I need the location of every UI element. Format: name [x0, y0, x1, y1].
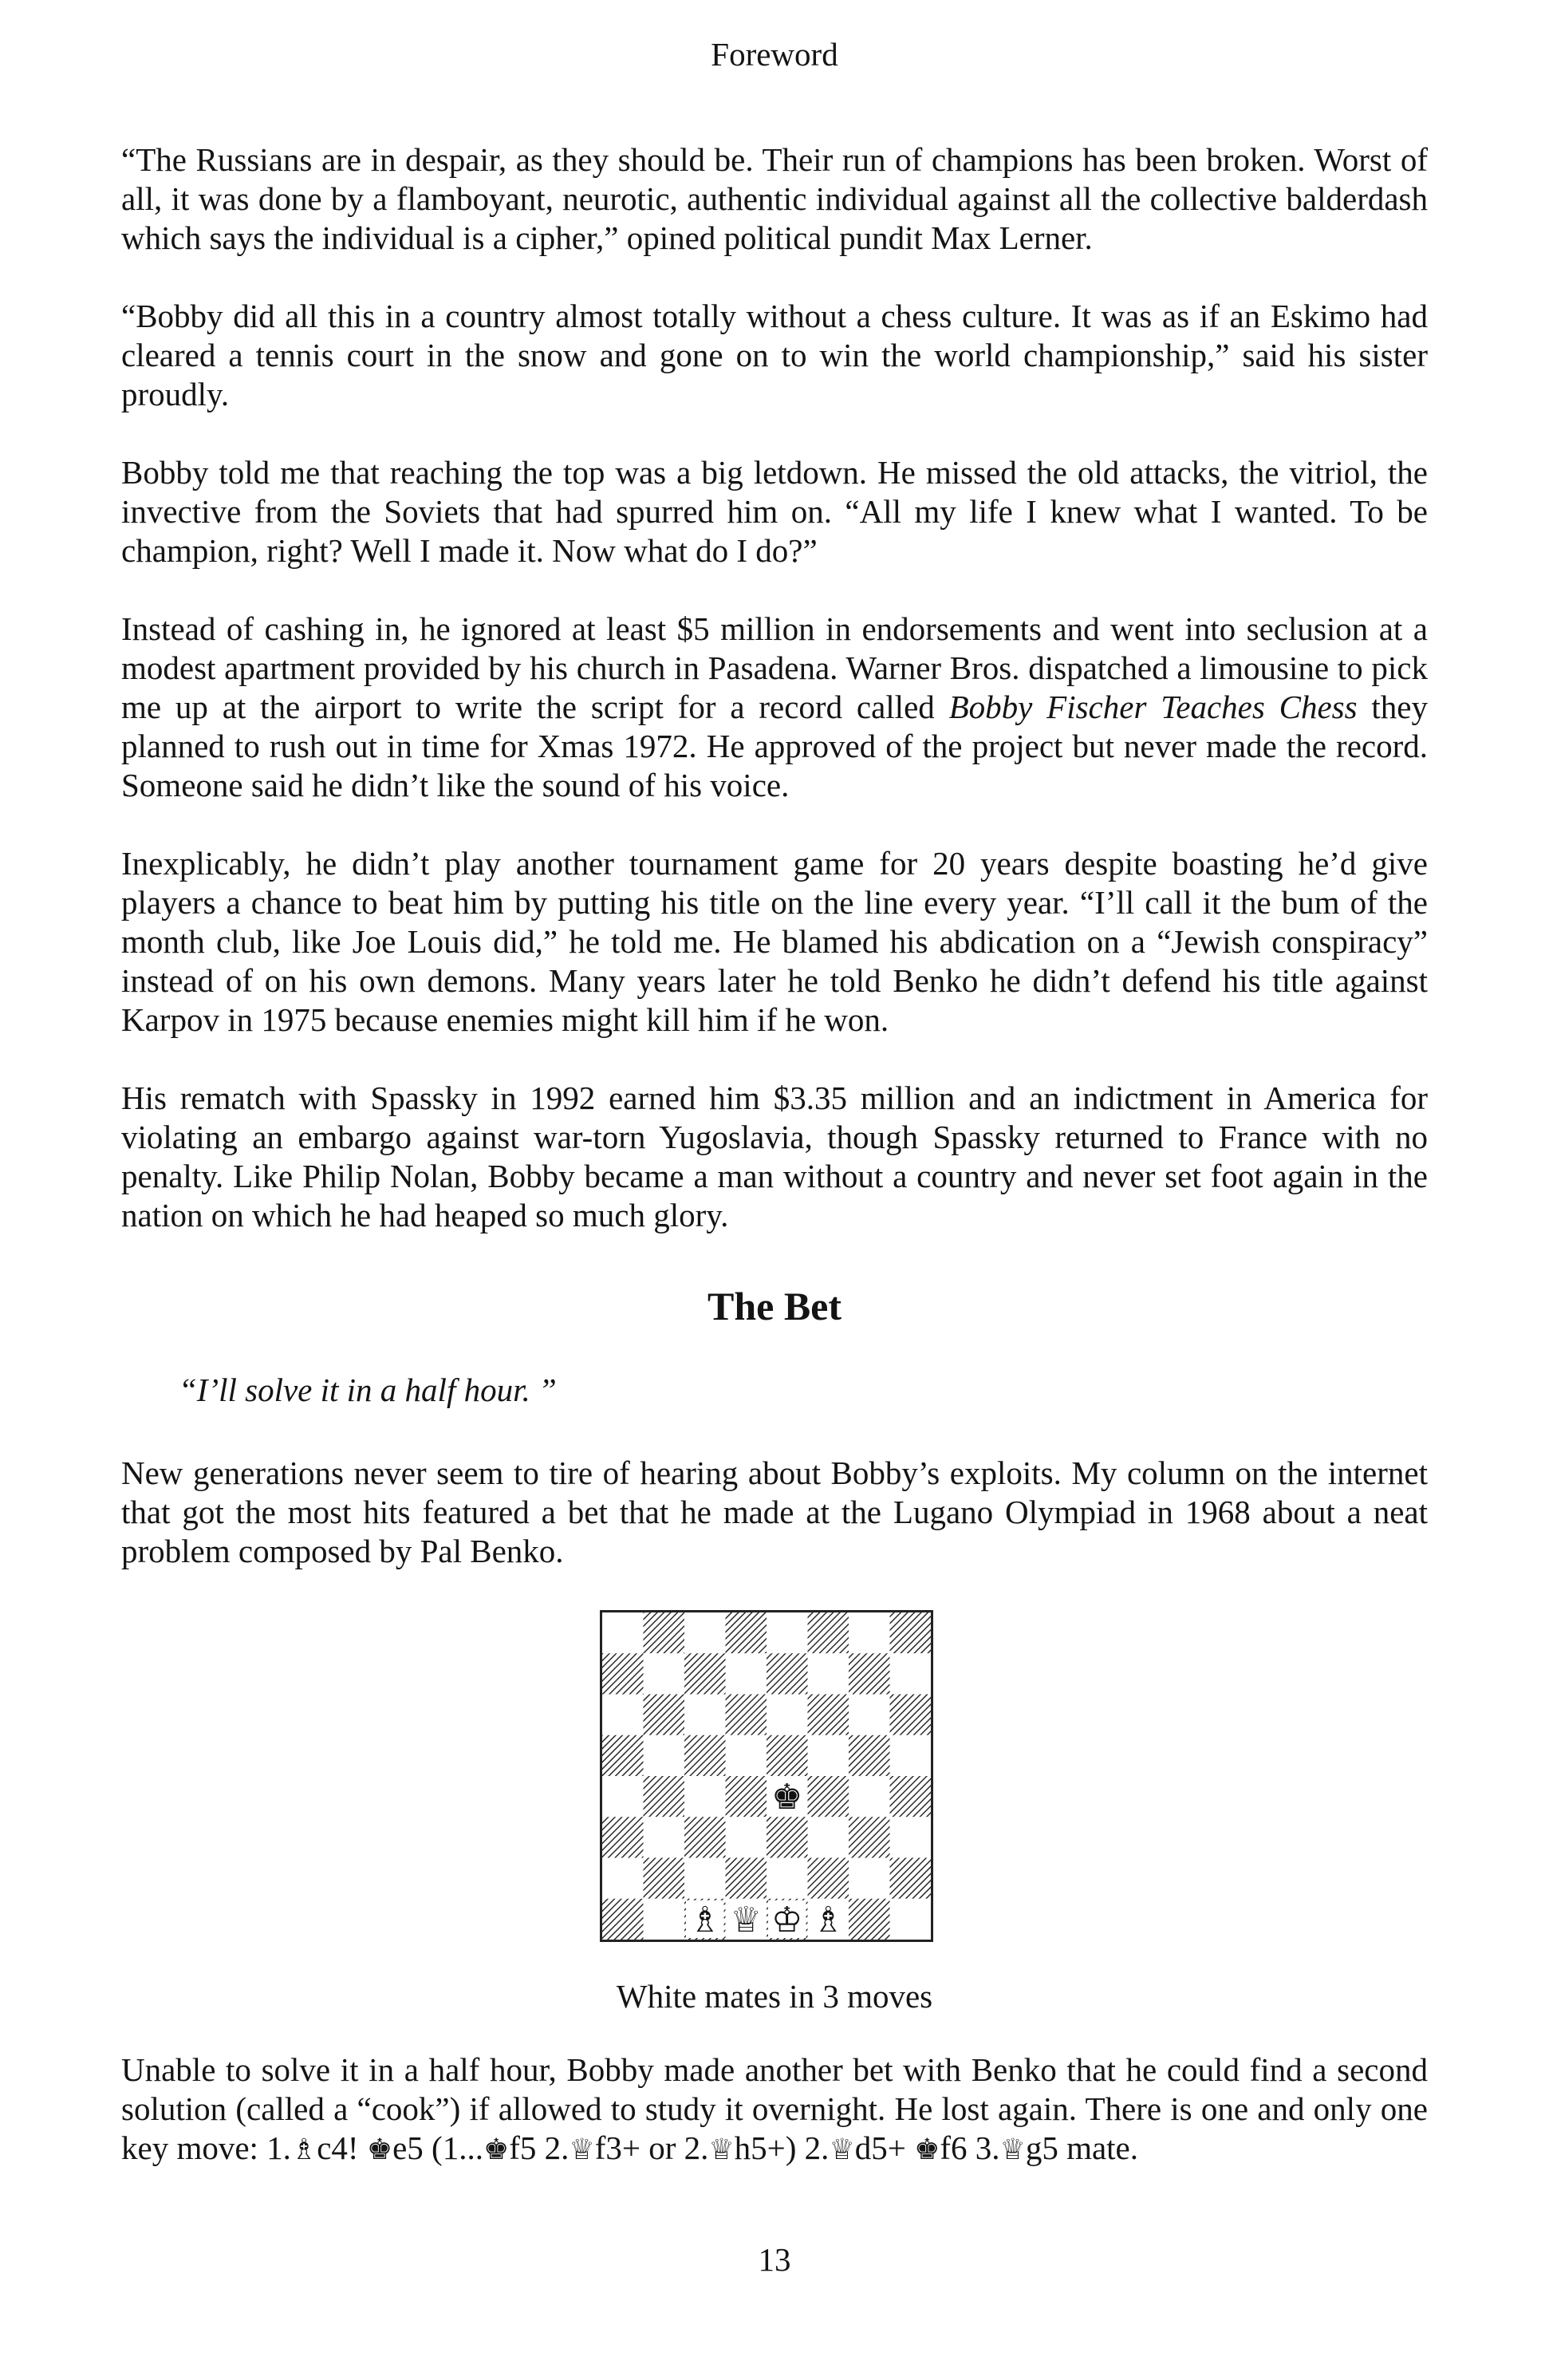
light-square — [849, 1858, 890, 1899]
light-square — [767, 1612, 808, 1653]
section-title: The Bet — [707, 1284, 842, 1328]
dark-square — [726, 1612, 767, 1653]
light-square — [644, 1817, 685, 1857]
dark-square — [890, 1776, 932, 1817]
light-square — [849, 1776, 890, 1817]
paragraph: Bobby told me that reaching the top was a big letdown. He missed the old attacks, the vitriol, the invective from the Soviets that had spurred him on. “All my life I knew what I wanted. To be champion, right? Well I made it. Now what do I do?” — [121, 454, 1428, 569]
solution-text: Unable to solve it in a half hour, Bobby made another bet with Benko that he could find a second solution (called a “cook”) if allowed to study it overnight. He lost again. There is one and only one key move: 1. — [121, 2051, 1428, 2166]
chess-diagram — [600, 1610, 933, 1942]
dark-square — [602, 1899, 644, 1940]
light-square — [684, 1695, 726, 1735]
body-text-upper — [121, 140, 1428, 1235]
dark-square — [767, 1817, 808, 1857]
paragraph-text: they planned to rush out in time for Xmas 1972. He approved of the project but never made the record. Someone said he didn’t like the sound of his voice. — [121, 689, 1428, 803]
solution-text: g5 mate. — [1025, 2129, 1138, 2166]
dark-square — [808, 1695, 849, 1735]
light-square — [808, 1653, 849, 1694]
paragraph: His rematch with Spassky in 1992 earned him $3.35 million and an indictment in America for violating an embargo against war-torn Yugoslavia, though Spassky returned to France with no penalty. Like Philip Nolan, Bobby became a man without a country and never set foot again in the nation on which he had heaped so much glory. — [121, 1079, 1428, 1233]
white-king-icon: ♔ — [771, 1899, 803, 1940]
light-square — [890, 1735, 932, 1776]
light-square — [726, 1817, 767, 1857]
dark-square — [849, 1653, 890, 1694]
dark-square — [808, 1858, 849, 1899]
black-king-icon: ♚ — [771, 1777, 803, 1818]
solution-text: h5+) 2. — [734, 2129, 830, 2166]
light-square — [726, 1735, 767, 1776]
bishop-figurine-icon: ♗ — [290, 2133, 317, 2166]
white-queen-icon: ♕ — [730, 1899, 762, 1940]
king-figurine-icon: ♚ — [483, 2133, 510, 2166]
king-figurine-icon: ♚ — [914, 2133, 940, 2166]
page-number: 13 — [758, 2241, 791, 2278]
paragraph: Inexplicably, he didn’t play another tournament game for 20 years despite boasting he’d give players a chance to beat him by putting his title on the line every year. “I’ll call it the bum of the month club, like Joe Louis did,” he told me. He blamed his abdication on a “Jewish conspiracy” instead of on his own demons. Many years later he told Benko he didn’t defend his title against Karpov in 1975 because enemies might kill him if he won. — [121, 845, 1428, 1038]
white-bishop-icon: ♗ — [689, 1899, 721, 1940]
dark-square — [890, 1695, 932, 1735]
light-square — [644, 1899, 685, 1940]
light-square — [684, 1858, 726, 1899]
light-square — [602, 1776, 644, 1817]
solution-text: f3+ or 2. — [594, 2129, 709, 2166]
queen-figurine-icon: ♕ — [999, 2133, 1026, 2166]
dark-square — [684, 1735, 726, 1776]
light-square — [890, 1653, 932, 1694]
dark-square — [726, 1695, 767, 1735]
solution-text: f6 3. — [940, 2129, 1000, 2166]
dark-square — [890, 1612, 932, 1653]
solution-paragraph — [121, 2050, 1428, 2169]
dark-square — [849, 1735, 890, 1776]
dark-square — [808, 1612, 849, 1653]
dark-square — [890, 1858, 932, 1899]
light-square — [684, 1776, 726, 1817]
light-square — [602, 1695, 644, 1735]
paragraph-text: Instead of cashing in, he ignored at least $5 million in endorsements and went into seclusion at a modest apartment provided by his church in Pasadena. Warner Bros. dispatched a limousine to pick me up at the airport to write the script for a record called — [121, 610, 1428, 725]
dark-square — [602, 1653, 644, 1694]
solution-text: f5 2. — [509, 2129, 570, 2166]
king-figurine-icon: ♚ — [366, 2133, 393, 2166]
paragraph — [121, 610, 1428, 805]
light-square — [644, 1735, 685, 1776]
light-square — [808, 1817, 849, 1857]
queen-figurine-icon: ♕ — [829, 2133, 855, 2166]
dark-square — [767, 1653, 808, 1694]
dark-square — [602, 1817, 644, 1857]
light-square — [602, 1612, 644, 1653]
light-square — [767, 1858, 808, 1899]
light-square — [726, 1653, 767, 1694]
body-text-solution — [121, 2050, 1428, 2169]
dark-square — [684, 1653, 726, 1694]
dark-square — [726, 1858, 767, 1899]
dark-square — [644, 1612, 685, 1653]
light-square — [602, 1858, 644, 1899]
light-square — [849, 1612, 890, 1653]
white-bishop-icon: ♗ — [812, 1899, 844, 1940]
queen-figurine-icon: ♕ — [708, 2133, 735, 2166]
paragraph: “Bobby did all this in a country almost totally without a chess culture. It was as if an Eskimo had cleared a tennis court in the snow and gone on to win the world championship,” said his sister proudly. — [121, 298, 1428, 412]
dark-square — [808, 1776, 849, 1817]
light-square — [890, 1817, 932, 1857]
epigraph: “I’ll solve it in a half hour. ” — [179, 1372, 557, 1408]
paragraph: “The Russians are in despair, as they should be. Their run of champions has been broken. Worst of all, it was done by a flamboyant, neurotic, authentic individual against all the collective balderdash which says the individual is a cipher,” opined political pundit Max Lerner. — [121, 141, 1428, 256]
dark-square — [644, 1858, 685, 1899]
queen-figurine-icon: ♕ — [569, 2133, 595, 2166]
dark-square — [684, 1817, 726, 1857]
dark-square — [602, 1735, 644, 1776]
book-title: Bobby Fischer Teaches Chess — [948, 689, 1358, 725]
dark-square — [726, 1776, 767, 1817]
solution-text: d5+ — [854, 2129, 915, 2166]
paragraph: New generations never seem to tire of hearing about Bobby’s exploits. My column on the internet that got the most hits featured a bet that he made at the Lugano Olympiad in 1968 about a neat problem composed by Pal Benko. — [121, 1454, 1428, 1569]
light-square — [644, 1653, 685, 1694]
dark-square — [767, 1735, 808, 1776]
light-square — [849, 1695, 890, 1735]
solution-text: c4! — [317, 2129, 367, 2166]
dark-square — [644, 1695, 685, 1735]
light-square — [767, 1695, 808, 1735]
running-head: Foreword — [711, 36, 838, 73]
body-text-intro — [121, 1454, 1428, 1571]
dark-square — [644, 1776, 685, 1817]
light-square — [890, 1899, 932, 1940]
solution-text: e5 (1... — [392, 2129, 483, 2166]
light-square — [808, 1735, 849, 1776]
diagram-caption: White mates in 3 moves — [616, 1978, 933, 2015]
dark-square — [849, 1817, 890, 1857]
light-square — [684, 1612, 726, 1653]
chess-board — [602, 1612, 931, 1940]
dark-square — [849, 1899, 890, 1940]
